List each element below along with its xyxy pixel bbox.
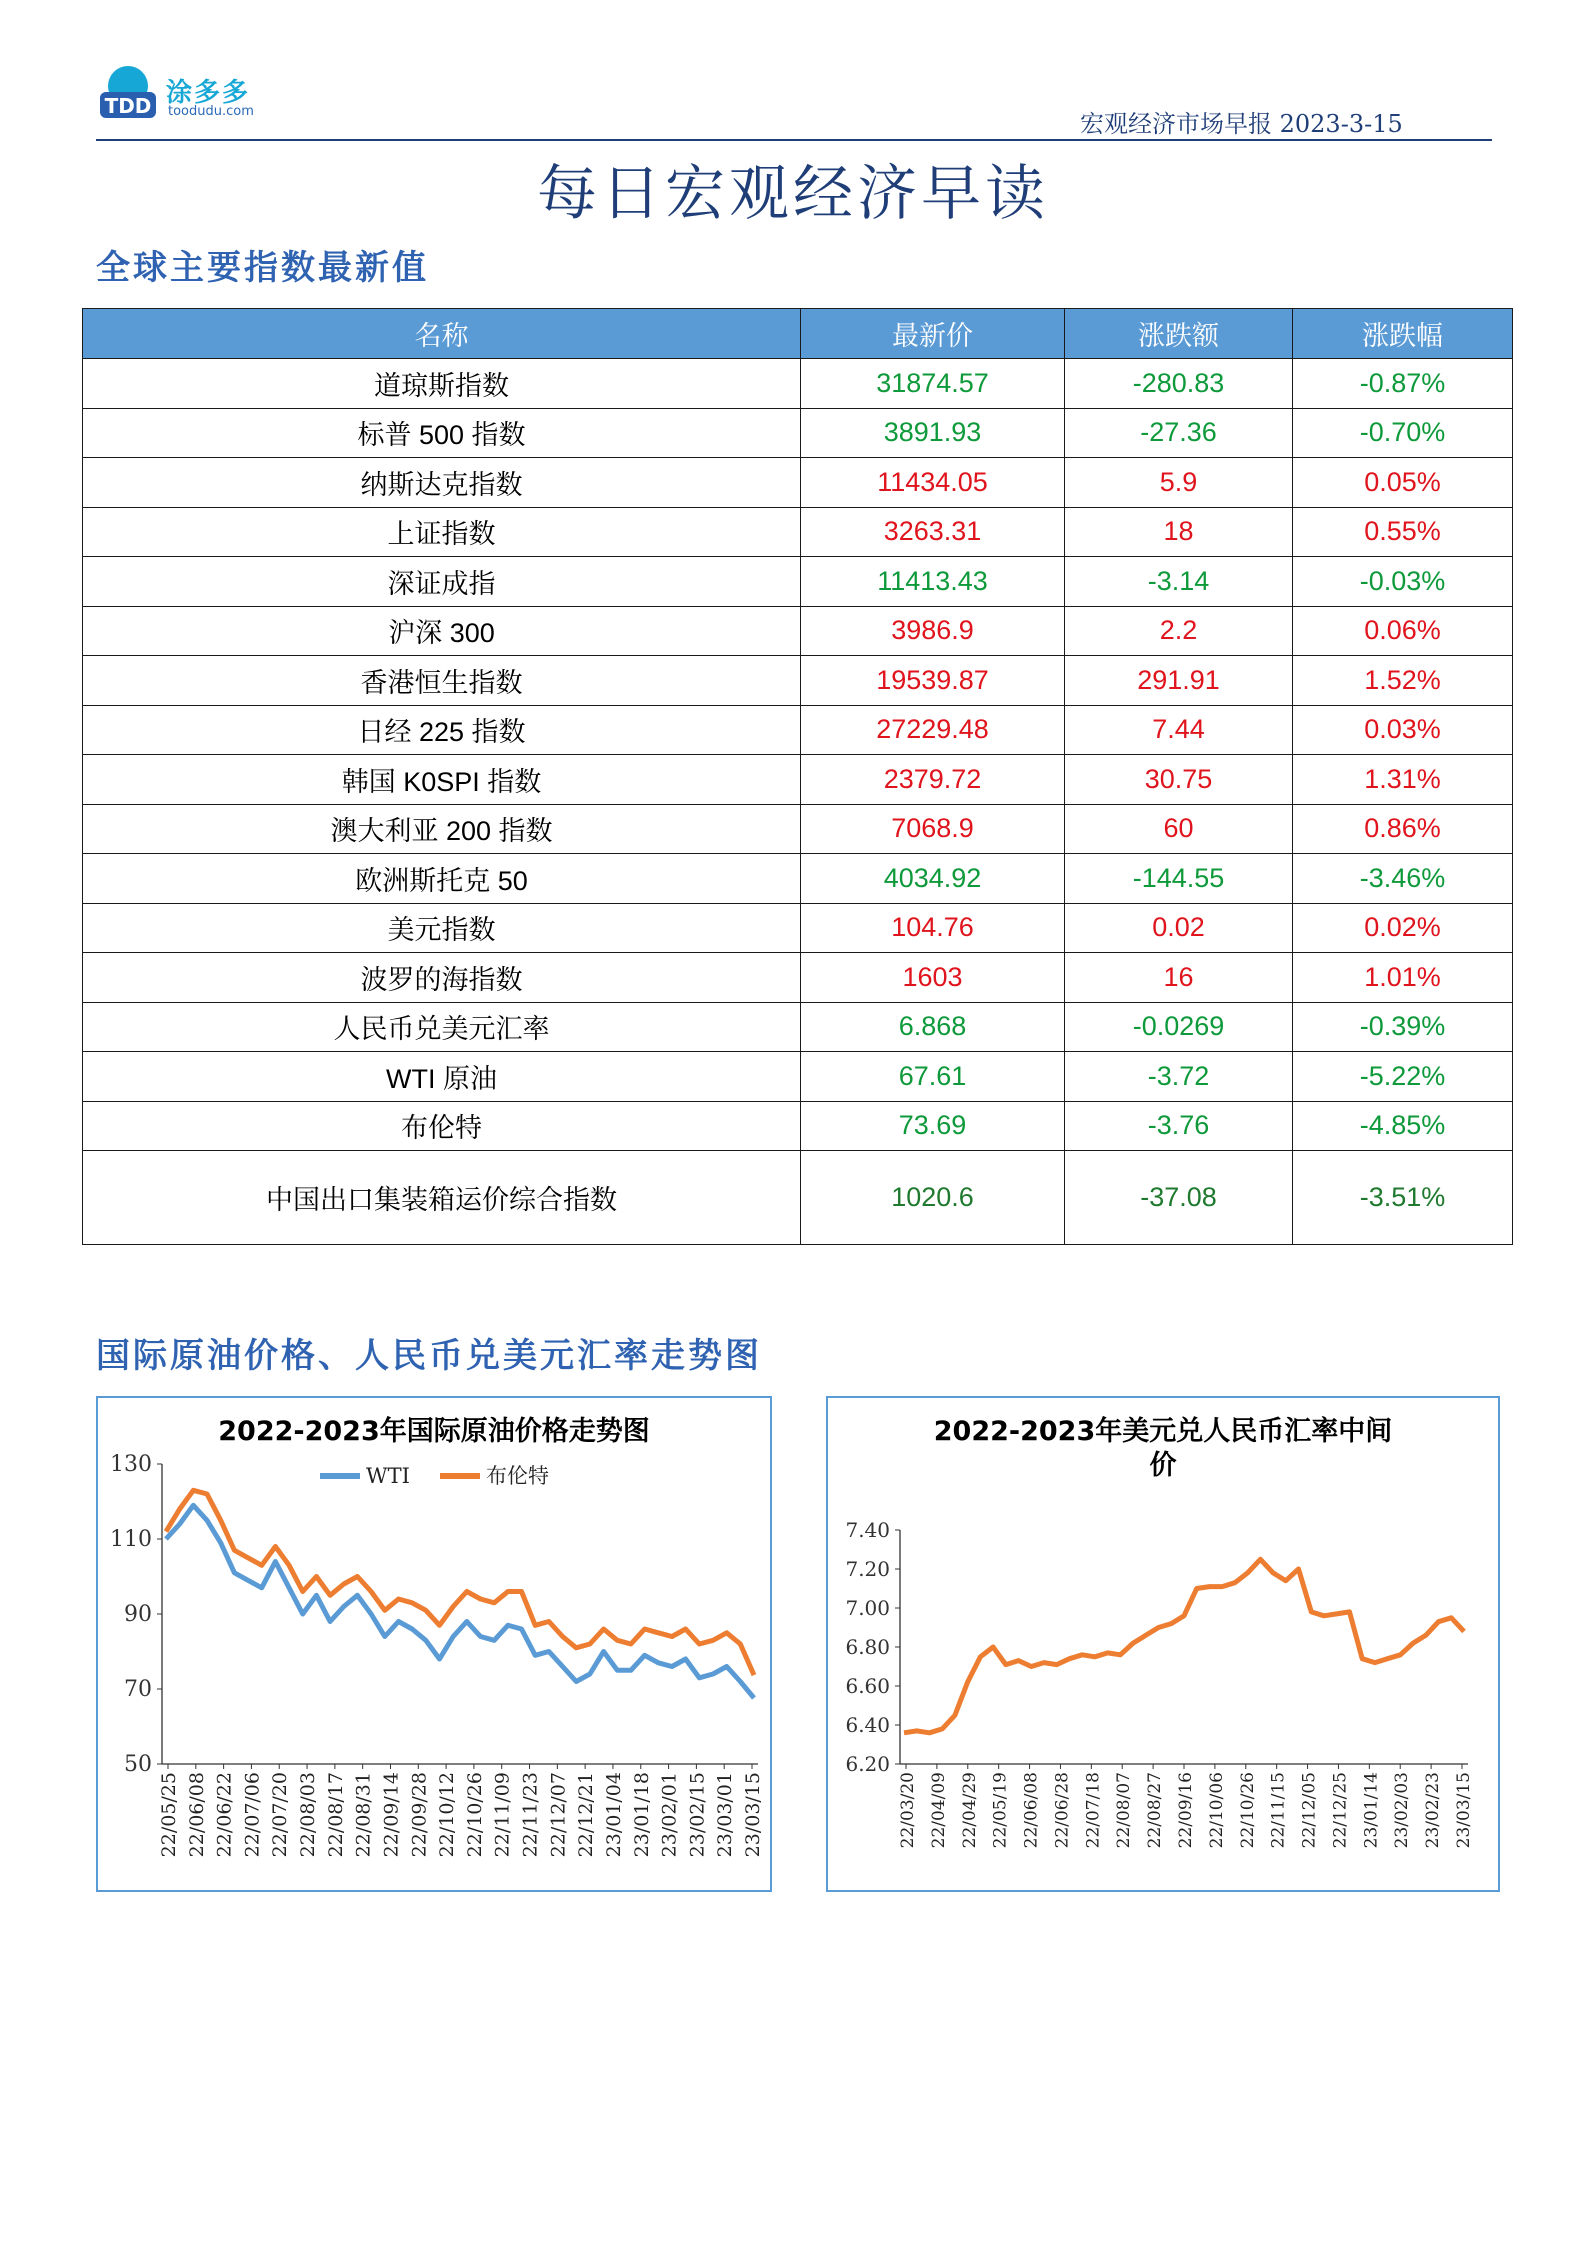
cell-name: 人民币兑美元汇率 bbox=[83, 1002, 801, 1052]
x-tick-label: 22/05/25 bbox=[158, 1772, 180, 1858]
cell-pct: -0.39% bbox=[1293, 1002, 1513, 1052]
table-row bbox=[83, 557, 1513, 607]
cell-pct: 0.05% bbox=[1293, 458, 1513, 508]
cell-price: 31874.57 bbox=[801, 359, 1065, 409]
cell-pct: 0.03% bbox=[1293, 705, 1513, 755]
cell-name: 上证指数 bbox=[83, 507, 801, 557]
cell-name: 标普 500 指数 bbox=[83, 408, 801, 458]
x-tick-label: 22/08/17 bbox=[324, 1772, 347, 1858]
cell-name: 沪深 300 bbox=[83, 606, 801, 656]
x-tick-label: 22/10/26 bbox=[463, 1772, 486, 1858]
fx-chart-frame bbox=[826, 1396, 1500, 1892]
section-title-charts: 国际原油价格、人民币兑美元汇率走势图 bbox=[96, 1336, 762, 1376]
cell-change: -3.72 bbox=[1065, 1052, 1293, 1102]
cell-pct: -0.87% bbox=[1293, 359, 1513, 409]
x-tick-label: 22/08/07 bbox=[1114, 1772, 1135, 1849]
x-tick-label: 22/06/22 bbox=[213, 1772, 236, 1858]
table-row bbox=[83, 507, 1513, 557]
y-tick-label: 70 bbox=[124, 1677, 152, 1702]
table-row bbox=[83, 705, 1513, 755]
series-line-a bbox=[904, 1559, 1464, 1733]
cell-change: 291.91 bbox=[1065, 656, 1293, 706]
x-tick-label: 23/03/15 bbox=[742, 1772, 764, 1858]
x-tick-label: 22/05/19 bbox=[990, 1772, 1011, 1849]
cell-change: -3.76 bbox=[1065, 1101, 1293, 1151]
y-tick-label: 90 bbox=[124, 1602, 152, 1627]
cell-name: 韩国 K0SPI 指数 bbox=[83, 755, 801, 805]
logo-mark-icon bbox=[96, 62, 160, 126]
x-tick-label: 22/09/16 bbox=[1176, 1772, 1196, 1849]
x-tick-label: 22/09/28 bbox=[408, 1772, 431, 1858]
x-tick-label: 22/08/27 bbox=[1145, 1772, 1166, 1849]
chart-title: 2022-2023年美元兑人民币汇率中间 bbox=[933, 1416, 1393, 1447]
y-tick-label: 50 bbox=[124, 1752, 152, 1777]
cell-price: 2379.72 bbox=[801, 755, 1065, 805]
cell-price: 7068.9 bbox=[801, 804, 1065, 854]
cell-change: 5.9 bbox=[1065, 458, 1293, 508]
y-tick-label: 6.20 bbox=[845, 1752, 890, 1776]
cell-price: 67.61 bbox=[801, 1052, 1065, 1102]
cell-change: -37.08 bbox=[1065, 1151, 1293, 1245]
x-tick-label: 23/03/15 bbox=[1454, 1772, 1474, 1849]
x-tick-label: 22/11/23 bbox=[519, 1772, 542, 1858]
cell-price: 6.868 bbox=[801, 1002, 1065, 1052]
x-tick-label: 23/01/14 bbox=[1361, 1772, 1382, 1849]
x-tick-label: 22/10/12 bbox=[436, 1772, 459, 1858]
cell-change: 2.2 bbox=[1065, 606, 1293, 656]
x-tick-label: 23/02/15 bbox=[686, 1772, 709, 1858]
cell-price: 3986.9 bbox=[801, 606, 1065, 656]
cell-price: 11413.43 bbox=[801, 557, 1065, 607]
x-tick-label: 22/07/06 bbox=[241, 1772, 264, 1858]
cell-price: 27229.48 bbox=[801, 705, 1065, 755]
logo bbox=[96, 62, 266, 126]
cell-pct: -0.03% bbox=[1293, 557, 1513, 607]
cell-pct: 1.31% bbox=[1293, 755, 1513, 805]
x-tick-label: 23/02/23 bbox=[1423, 1772, 1444, 1849]
cell-pct: 0.06% bbox=[1293, 606, 1513, 656]
legend-label: WTI bbox=[366, 1464, 410, 1488]
cell-pct: 1.01% bbox=[1293, 953, 1513, 1003]
x-tick-label: 22/04/09 bbox=[928, 1772, 949, 1849]
cell-pct: 0.86% bbox=[1293, 804, 1513, 854]
x-tick-label: 23/02/01 bbox=[658, 1772, 681, 1858]
cell-name: WTI 原油 bbox=[83, 1052, 801, 1102]
cell-pct: -4.85% bbox=[1293, 1101, 1513, 1151]
cell-name: 中国出口集装箱运价综合指数 bbox=[83, 1151, 801, 1245]
y-tick-label: 7.20 bbox=[845, 1557, 890, 1581]
table-row bbox=[83, 1101, 1513, 1151]
y-tick-label: 7.00 bbox=[845, 1596, 890, 1620]
cell-price: 1020.6 bbox=[801, 1151, 1065, 1245]
x-tick-label: 22/09/14 bbox=[380, 1772, 403, 1858]
header-pct: 涨跌幅 bbox=[1293, 309, 1513, 359]
table-header-row bbox=[83, 309, 1513, 359]
cell-change: -0.0269 bbox=[1065, 1002, 1293, 1052]
table-row bbox=[83, 656, 1513, 706]
cell-name: 日经 225 指数 bbox=[83, 705, 801, 755]
cell-name: 布伦特 bbox=[83, 1101, 801, 1151]
header-divider bbox=[96, 139, 1492, 141]
x-tick-label: 22/12/05 bbox=[1299, 1772, 1320, 1849]
cell-name: 澳大利亚 200 指数 bbox=[83, 804, 801, 854]
cell-change: 7.44 bbox=[1065, 705, 1293, 755]
x-tick-label: 23/03/01 bbox=[714, 1772, 737, 1858]
x-tick-label: 22/07/20 bbox=[269, 1772, 292, 1858]
cell-price: 104.76 bbox=[801, 903, 1065, 953]
table-row bbox=[83, 408, 1513, 458]
y-tick-label: 7.40 bbox=[845, 1518, 890, 1542]
cell-pct: 0.55% bbox=[1293, 507, 1513, 557]
cell-price: 1603 bbox=[801, 953, 1065, 1003]
y-tick-label: 110 bbox=[110, 1527, 152, 1552]
table-row bbox=[83, 458, 1513, 508]
x-tick-label: 23/01/04 bbox=[602, 1772, 625, 1858]
x-tick-label: 22/12/21 bbox=[575, 1772, 598, 1858]
cell-change: 16 bbox=[1065, 953, 1293, 1003]
x-tick-label: 22/07/18 bbox=[1083, 1772, 1104, 1849]
cell-change: -27.36 bbox=[1065, 408, 1293, 458]
cell-name: 美元指数 bbox=[83, 903, 801, 953]
table-body bbox=[83, 359, 1513, 1245]
cell-price: 11434.05 bbox=[801, 458, 1065, 508]
x-tick-label: 22/11/09 bbox=[491, 1772, 514, 1858]
cell-pct: 1.52% bbox=[1293, 656, 1513, 706]
x-tick-label: 22/06/28 bbox=[1052, 1772, 1073, 1849]
table-row bbox=[83, 755, 1513, 805]
cell-pct: -0.70% bbox=[1293, 408, 1513, 458]
x-tick-label: 22/03/20 bbox=[898, 1772, 918, 1849]
cell-price: 3891.93 bbox=[801, 408, 1065, 458]
header-price: 最新价 bbox=[801, 309, 1065, 359]
chart-title: 2022-2023年国际原油价格走势图 bbox=[218, 1416, 650, 1447]
chart-title: 价 bbox=[1149, 1450, 1177, 1481]
table-row bbox=[83, 903, 1513, 953]
cell-name: 纳斯达克指数 bbox=[83, 458, 801, 508]
x-tick-label: 22/04/29 bbox=[959, 1772, 980, 1849]
x-tick-label: 22/12/25 bbox=[1330, 1772, 1351, 1849]
cell-change: 30.75 bbox=[1065, 755, 1293, 805]
cell-pct: -3.46% bbox=[1293, 854, 1513, 904]
cell-pct: -5.22% bbox=[1293, 1052, 1513, 1102]
cell-name: 波罗的海指数 bbox=[83, 953, 801, 1003]
y-tick-label: 6.80 bbox=[845, 1635, 890, 1659]
cell-change: -3.14 bbox=[1065, 557, 1293, 607]
x-tick-label: 22/10/26 bbox=[1237, 1772, 1258, 1849]
y-tick-label: 130 bbox=[110, 1452, 152, 1477]
table-row bbox=[83, 606, 1513, 656]
x-tick-label: 22/11/15 bbox=[1268, 1772, 1289, 1849]
x-tick-label: 22/12/07 bbox=[547, 1772, 570, 1858]
cell-change: -144.55 bbox=[1065, 854, 1293, 904]
cell-price: 73.69 bbox=[801, 1101, 1065, 1151]
table-row bbox=[83, 1151, 1513, 1245]
logo-mark-text: TDD bbox=[104, 94, 152, 118]
y-tick-label: 6.40 bbox=[845, 1713, 890, 1737]
cell-change: 18 bbox=[1065, 507, 1293, 557]
cell-pct: 0.02% bbox=[1293, 903, 1513, 953]
cell-name: 深证成指 bbox=[83, 557, 801, 607]
table-row bbox=[83, 804, 1513, 854]
index-table bbox=[82, 308, 1513, 1245]
logo-text-en: toodudu.com bbox=[168, 104, 254, 119]
x-tick-label: 22/10/06 bbox=[1206, 1772, 1227, 1849]
legend-label: 布伦特 bbox=[486, 1464, 549, 1488]
x-tick-label: 22/06/08 bbox=[185, 1772, 208, 1858]
x-tick-label: 23/01/18 bbox=[630, 1772, 653, 1858]
document-title: 每日宏观经济早读 bbox=[537, 159, 1049, 229]
y-tick-label: 6.60 bbox=[845, 1674, 890, 1698]
x-tick-label: 22/06/08 bbox=[1021, 1772, 1042, 1849]
table-row bbox=[83, 854, 1513, 904]
x-tick-label: 22/08/03 bbox=[297, 1772, 320, 1858]
report-date-line: 宏观经济市场早报 2023-3-15 bbox=[1080, 110, 1403, 138]
cell-price: 3263.31 bbox=[801, 507, 1065, 557]
cell-pct: -3.51% bbox=[1293, 1151, 1513, 1245]
fx-rate-chart bbox=[828, 1398, 1498, 1890]
cell-change: 0.02 bbox=[1065, 903, 1293, 953]
cell-change: 60 bbox=[1065, 804, 1293, 854]
oil-chart-frame bbox=[96, 1396, 772, 1892]
table-row bbox=[83, 953, 1513, 1003]
cell-name: 道琼斯指数 bbox=[83, 359, 801, 409]
table-row bbox=[83, 1052, 1513, 1102]
x-tick-label: 23/02/03 bbox=[1392, 1772, 1413, 1849]
oil-price-chart bbox=[98, 1398, 770, 1890]
logo-text-cn: 涂多多 bbox=[166, 78, 251, 108]
table-row bbox=[83, 1002, 1513, 1052]
cell-name: 欧洲斯托克 50 bbox=[83, 854, 801, 904]
header-change: 涨跌额 bbox=[1065, 309, 1293, 359]
x-tick-label: 22/08/31 bbox=[352, 1772, 375, 1858]
table-row bbox=[83, 359, 1513, 409]
header-name: 名称 bbox=[83, 309, 801, 359]
cell-price: 4034.92 bbox=[801, 854, 1065, 904]
section-title-indices: 全球主要指数最新值 bbox=[96, 248, 429, 288]
cell-price: 19539.87 bbox=[801, 656, 1065, 706]
cell-change: -280.83 bbox=[1065, 359, 1293, 409]
cell-name: 香港恒生指数 bbox=[83, 656, 801, 706]
